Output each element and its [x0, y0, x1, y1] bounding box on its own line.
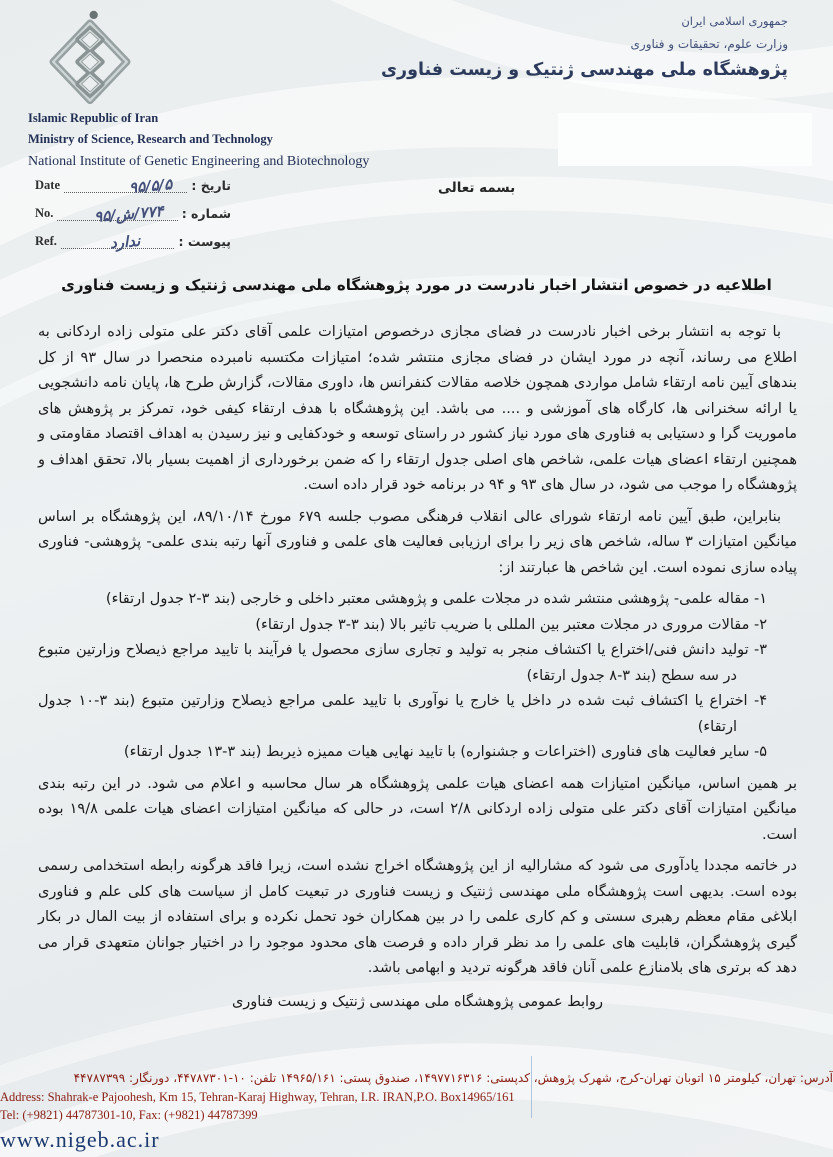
number-row: [35, 202, 231, 226]
number-handwritten-value: ۷۷۴/ش/۹۵: [93, 202, 164, 226]
criteria-list: [38, 587, 797, 766]
letter-meta-block: [35, 175, 231, 262]
list-item-1: ۱- مقاله علمی- پژوهشی منتشر شده در مجلات علمی و پژوهشی معتبر داخلی و خارجی (بند ۳-۲ جدول ارتقاء): [105, 591, 767, 607]
footer-tel-fax: Tel: (+9821) 44787301-10, Fax: (+9821) 44787399: [0, 1108, 258, 1122]
paragraph-2: بنابراین، طبق آیین نامه ارتقاء شورای عالی انقلاب فرهنگی مصوب جلسه ۶۷۹ مورخ ۸۹/۱۰/۱۴، این پژوهشگاه بر اساس میانگین امتیازات ۳ ساله، شاخص های زیر را برای ارزیابی فعالیت های علمی و فناوری آنها رتبه بندی علمی- پژوهشی- فناوری پیاده سازی نموده است. این شاخص ها عبارتند از:: [38, 508, 797, 576]
list-item-5: ۵- سایر فعالیت های فناوری (اختراعات و جشنواره) با تایید نهایی هیات ممیزه ذیربط (بند ۳-۱۳ جدول ارتقاء): [123, 744, 767, 760]
nigeb-logo-icon: [44, 8, 136, 112]
footer-website: www.nigeb.ac.ir: [0, 1127, 160, 1152]
paragraph-4: در خاتمه مجددا یادآوری می شود که مشارالیه از این پژوهشگاه اخراج نشده است، زیرا فاقد هرگونه رابطه استخدامی رسمی بوده است. بدیهی است پژوهشگاه ملی مهندسی ژنتیک و زیست فناوری در تبعیت کامل از سیاست های کلی علم و فناوری ابلاغی مقام معظم رهبری سستی و کم کاری علمی را در بین همکاران خود تحمل نکرده و برای استفاده از بیت المال در بکار گیری پژوهشگران، قابلیت های علمی را مد نظر قرار داده و فرصت های محدود موجود را در اختیار جوانان متعهدی قرار می دهد که برتری های بلامنازع علمی آنان فاقد هرگونه تردید و ابهامی باشد.: [38, 858, 797, 976]
date-label-fa: تاریخ :: [191, 178, 231, 193]
letter-body: [38, 320, 797, 1015]
paragraph-1: با توجه به انتشار برخی اخبار نادرست در فضای مجازی درخصوص امتیازات علمی آقای دکتر علی متولی زاده اردکانی به اطلاع می رساند، آنچه در مورد ایشان در فضای مجازی منتشر شده؛ امتیازات مکتسبه نامبرده منحصرا در سال ۹۳ از کل بندهای آیین نامه ارتقاء شامل مواردی همچون خلاصه مقالات کنفرانس ها، داوری مقالات، گزارش طرح ها، پایان نامه دانشجویی یا ارائه سخنرانی ها، کارگاه های آموزشی و .... می باشد. این پژوهشگاه با هدف ارتقاء کیفی خود، تمرکز بر پژوهش های ماموریت گرا و دستیابی به فناوری های مورد نیاز کشور در راستای توسعه و خودکفایی و نیز رسیدن به اهداف اقتصاد مقاومتی و همچنین ارتقاء اعضای هیات علمی، شاخص های اصلی جدول ارتقاء را که ضمن برخورداری از اهمیت بسیار بالا، تحقق اهداف و پژوهشگاه را موجب می شود، در سال های ۹۳ و ۹۴ در برنامه خود قرار داده است.: [38, 324, 797, 493]
letterhead-fa-institute: پژوهشگاه ملی مهندسی ژنتیک و زیست فناوری: [380, 60, 788, 80]
ref-dotted-line: [61, 231, 175, 253]
number-dotted-line: [57, 202, 177, 226]
letterhead-en-country: Islamic Republic of Iran: [28, 111, 159, 125]
letterhead-en-ministry: Ministry of Science, Research and Technology: [28, 132, 273, 146]
letterhead-fa: [381, 14, 788, 80]
date-handwritten-value: ۹۵/۵/۵: [128, 175, 174, 197]
footer-address-en: Address: Shahrak-e Pajoohesh, Km 15, Tehran-Karaj Highway, Tehran, I.R. IRAN,P.O. Box14965/161: [0, 1090, 515, 1104]
ref-handwritten-value: ندارد: [109, 231, 142, 253]
letterhead-fa-country: جمهوری اسلامی ایران: [681, 14, 788, 28]
number-label-en: No.: [35, 206, 54, 220]
number-label-fa: شماره :: [181, 206, 231, 221]
date-row: [35, 175, 231, 197]
redacted-stamp-area: [558, 113, 812, 166]
ref-label-fa: پیوست :: [178, 234, 231, 249]
besmeh-taala: بسمه تعالی: [438, 180, 516, 196]
ref-label-en: Ref.: [35, 234, 57, 248]
letter-title: اطلاعیه در خصوص انتشار اخبار نادرست در مورد پژوهشگاه ملی مهندسی ژنتیک و زیست فناوری: [61, 276, 772, 294]
list-item-4: ۴- اختراع یا اکتشاف ثبت شده در داخل یا خارج یا نوآوری با تایید علمی مراجع ذیصلاح وزارتین متبوع (بند ۳-۱۰ جدول ارتقاء): [38, 693, 767, 735]
letterhead-en-institute: National Institute of Genetic Engineering and Biotechnology: [28, 154, 370, 169]
paragraph-3: بر همین اساس، میانگین امتیازات همه اعضای هیات علمی پژوهشگاه هر سال محاسبه و اعلام می شود. در این رتبه بندی میانگین امتیازات آقای دکتر علی متولی زاده اردکانی ۲/۸ است، در حالی که میانگین امتیازات اعضای هیات علمی ۱۹/۸ بوده است.: [38, 775, 797, 843]
letterhead-fa-ministry: وزارت علوم، تحقیقات و فناوری: [630, 37, 788, 51]
letterhead-en: [28, 108, 369, 172]
date-dotted-line: [64, 175, 187, 197]
footer-address-fa: آدرس: تهران، کیلومتر ۱۵ اتوبان تهران-کرج، شهرک پژوهش، کدپستی: ۱۴۹۷۷۱۶۳۱۶، صندوق پستی: ۱۴۹۶۵/۱۶۱ تلفن: ۱۰-۴۴۷۸۷۳۰۱، دورنگار: ۴۴۷۸۷۳۹۹: [73, 1071, 833, 1085]
list-item-3: ۳- تولید دانش فنی/اختراع یا اکتشاف منجر به تولید و تجاری سازی محصول یا فرآیند با تایید مراجع ذیصلاح وزارتین متبوع در سه سطح (بند ۳-۸ جدول ارتقاء): [38, 642, 767, 684]
signature-public-relations: روابط عمومی پژوهشگاه ملی مهندسی ژنتیک و زیست فناوری: [231, 993, 604, 1010]
ref-row: [35, 231, 231, 253]
date-label-en: Date: [35, 178, 60, 192]
list-item-2: ۲- مقالات مروری در مجلات معتبر بین المللی با ضریب تاثیر بالا (بند ۳-۳ جدول ارتقاء): [255, 616, 767, 633]
